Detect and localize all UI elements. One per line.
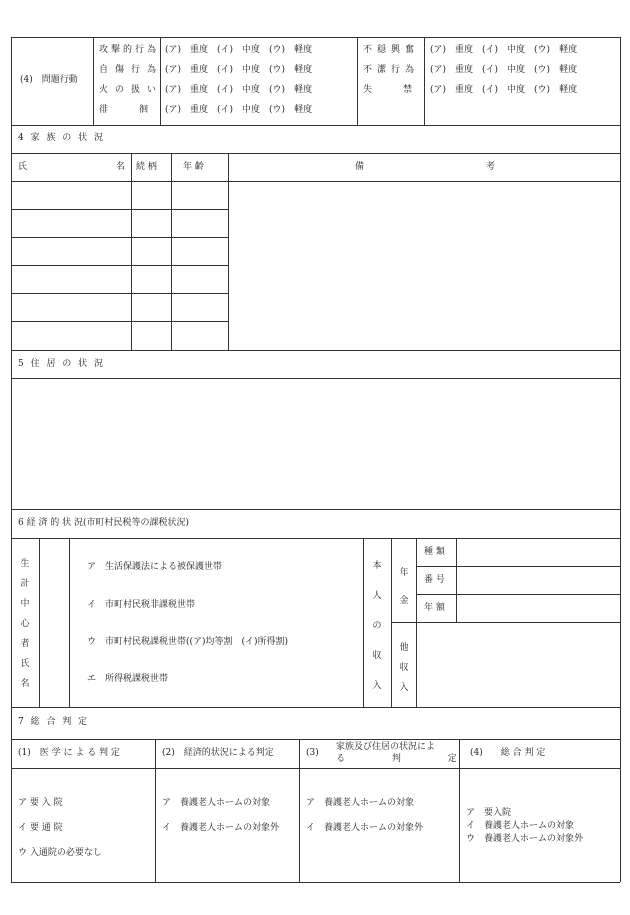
- behavior-aggressive-scale: (ア) 重度 (イ) 中度 (ウ) 軽度: [165, 45, 313, 55]
- judgement-medical-title: (1) 医 学 に よ る 判 定: [18, 748, 120, 758]
- family-row-divider: [11, 293, 228, 294]
- economic-option-a: ア 養護老人ホームの対象: [162, 798, 271, 808]
- family-housing-option-a: ア 養護老人ホームの対象: [306, 798, 415, 808]
- behavior-wandering-scale: (ア) 重度 (イ) 中度 (ウ) 軽度: [165, 105, 313, 115]
- family-header-name-2: 名: [116, 162, 126, 172]
- medical-option-c: ウ 入通院の必要なし: [18, 848, 102, 858]
- overall-option-b: イ 養護老人ホームの対象: [466, 821, 575, 831]
- behavior-agitation-label: 不穏興奮: [363, 45, 420, 55]
- behavior-agitation-scale: (ア) 重度 (イ) 中度 (ウ) 軽度: [430, 45, 578, 55]
- behavior-aggressive-label: 攻撃的行為: [99, 45, 160, 55]
- tax-option-a: ア 生活保護法による被保護世帯: [87, 562, 223, 572]
- overall-option-a: ア 要入院: [466, 808, 512, 818]
- medical-option-a: ア 要 入 院: [18, 798, 63, 808]
- family-header-notes-2: 考: [486, 162, 496, 172]
- tax-option-b: イ 市町村民税非課税世帯: [87, 600, 196, 610]
- other-income-label: 他 収 入: [399, 643, 409, 693]
- pension-number-label: 番 号: [424, 575, 445, 585]
- pension-label: 年 金: [399, 568, 409, 606]
- judgement-family-title-1: 家族及び住居の状況によ: [336, 742, 436, 752]
- pension-type-label: 種 類: [424, 547, 445, 557]
- behavior-label: (4) 問題行動: [20, 75, 78, 85]
- own-income-label: 本 人 の 収 入: [372, 561, 382, 691]
- behavior-incontinence-scale: (ア) 重度 (イ) 中度 (ウ) 軽度: [430, 85, 578, 95]
- family-row-divider: [11, 321, 228, 322]
- judgement-family-number: (3): [306, 748, 319, 758]
- housing-notes-area[interactable]: [12, 379, 619, 509]
- behavior-incontinence-label: 失禁: [363, 85, 444, 95]
- overall-option-c: ウ 養護老人ホームの対象外: [466, 834, 584, 844]
- pension-amount-label: 年 額: [424, 603, 445, 613]
- behavior-selfharm-label: 自傷行為: [99, 65, 164, 75]
- family-row-divider: [11, 237, 228, 238]
- economy-section-title: 6 経 済 的 状 況(市町村民税等の課税状況): [18, 518, 190, 528]
- family-header-name-1: 氏: [18, 162, 28, 172]
- tax-option-c: ウ 市町村民税課税世帯((ア)均等割 (イ)所得割): [87, 637, 289, 647]
- household-head-label: 生 計 中 心 者 氏 名: [20, 559, 30, 689]
- judgement-economic-title: (2) 経済的状況による判定: [162, 748, 274, 758]
- family-header-relation: 続 柄: [136, 162, 157, 172]
- behavior-fire-scale: (ア) 重度 (イ) 中度 (ウ) 軽度: [165, 85, 313, 95]
- behavior-selfharm-scale: (ア) 重度 (イ) 中度 (ウ) 軽度: [165, 65, 313, 75]
- behavior-unclean-scale: (ア) 重度 (イ) 中度 (ウ) 軽度: [430, 65, 578, 75]
- family-header-age: 年 齢: [183, 162, 204, 172]
- economic-option-b: イ 養護老人ホームの対象外: [162, 823, 280, 833]
- behavior-wandering-label: 徘徊: [99, 105, 180, 115]
- judgement-family-title-2: る 判 定: [336, 754, 479, 764]
- family-row-divider: [11, 209, 228, 210]
- judgement-section-title: 7 総 合 判 定: [18, 717, 90, 727]
- tax-option-d: エ 所得税課税世帯: [87, 674, 169, 684]
- medical-option-b: イ 要 通 院: [18, 823, 63, 833]
- behavior-unclean-label: 不潔行為: [363, 65, 420, 75]
- housing-section-title: 5 住 居 の 状 況: [18, 359, 106, 369]
- judgement-overall-title: (4) 総 合 判 定: [470, 748, 546, 758]
- family-header-notes-1: 備: [355, 162, 365, 172]
- behavior-fire-label: 火の扱い: [99, 85, 164, 95]
- family-housing-option-b: イ 養護老人ホームの対象外: [306, 823, 424, 833]
- family-section-title: 4 家 族 の 状 況: [18, 133, 106, 143]
- family-row-divider: [11, 265, 228, 266]
